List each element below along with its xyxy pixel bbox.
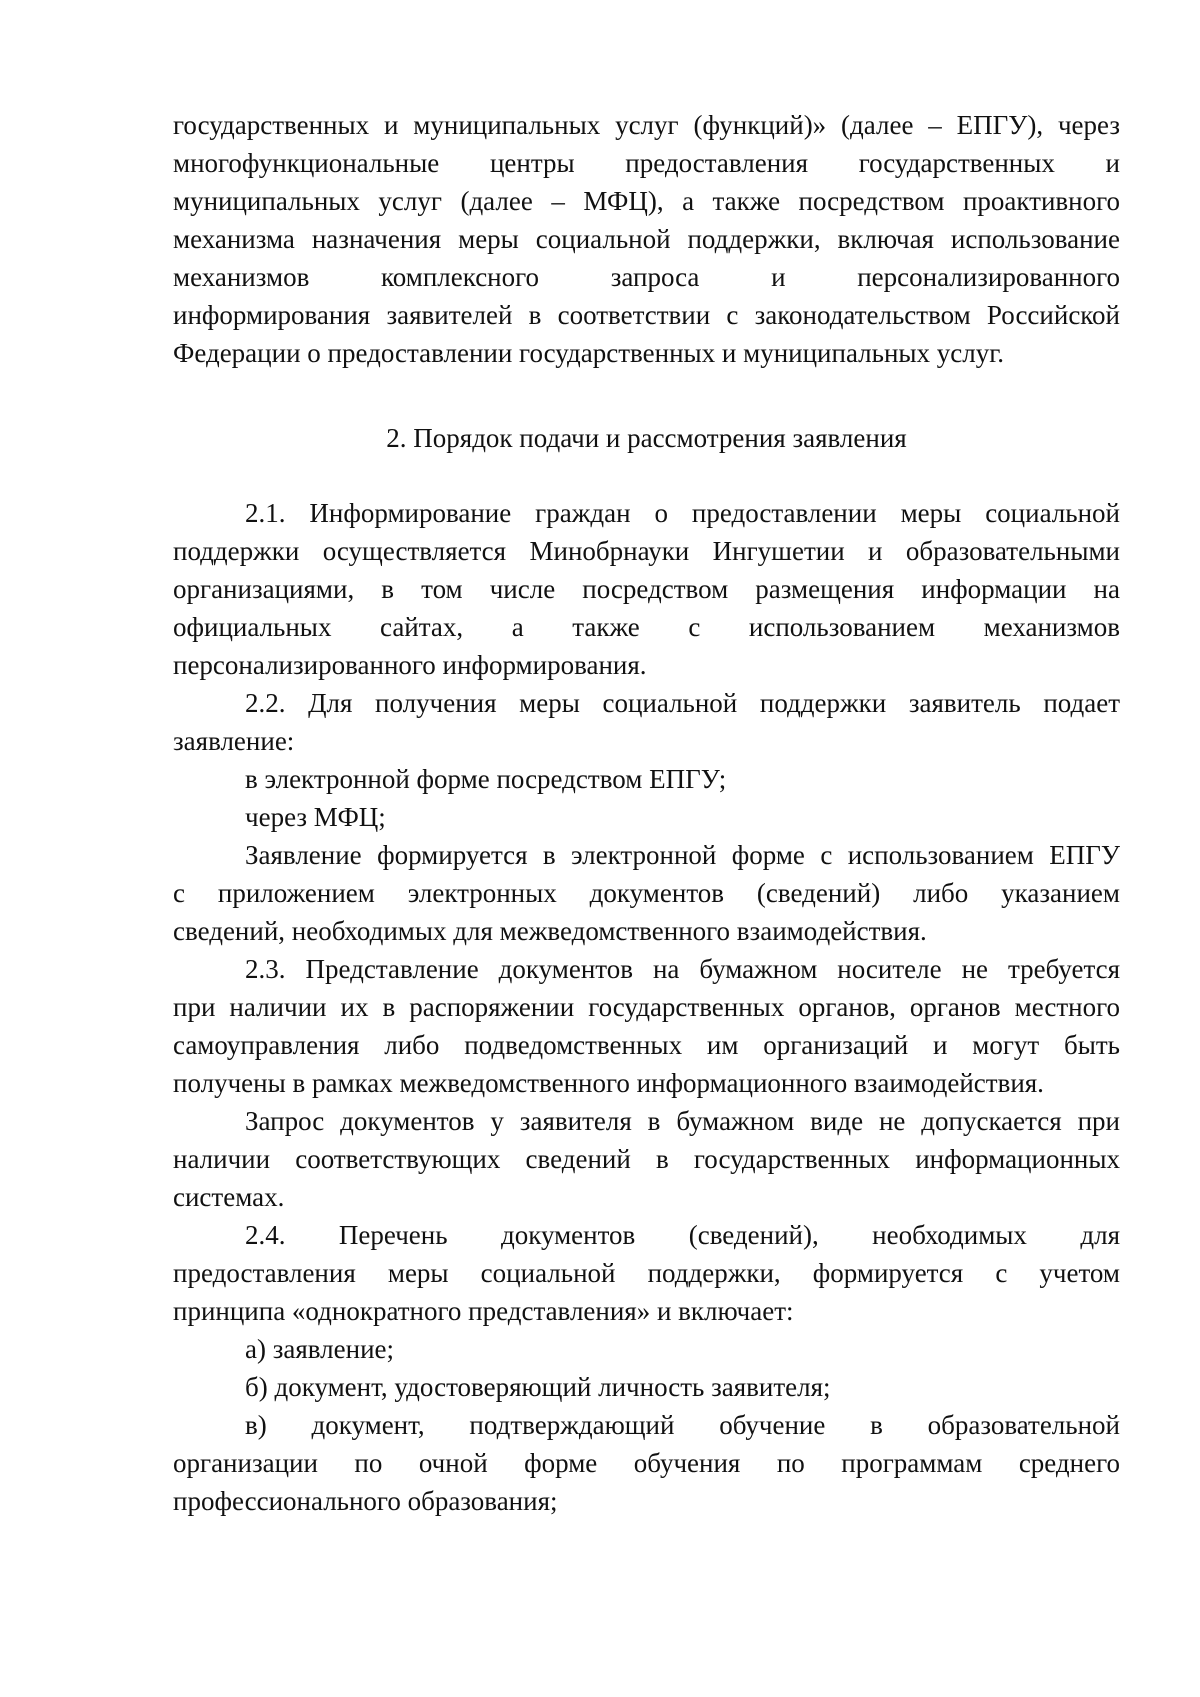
paragraph-2-2-note-line: с приложением электронных документов (сведений) либо указанием: [173, 878, 1120, 908]
paragraph-2-1-line: официальных сайтах, а также с использованием механизмов: [173, 612, 1120, 642]
paragraph-2-3-line: 2.3. Представление документов на бумажном носителе не требуется: [245, 954, 1120, 984]
paragraph-2-2-note-line: Заявление формируется в электронной форме с использованием ЕПГУ: [245, 840, 1120, 870]
paragraph-2-1-line: 2.1. Информирование граждан о предоставлении меры социальной: [245, 498, 1120, 528]
intro-line: муниципальных услуг (далее – МФЦ), а также посредством проактивного: [173, 186, 1120, 216]
intro-line: Федерации о предоставлении государственных и муниципальных услуг.: [173, 338, 1005, 368]
paragraph-2-4-line: 2.4. Перечень документов (сведений), необходимых для: [245, 1220, 1120, 1250]
list-item-v-line: в) документ, подтверждающий обучение в образовательной: [245, 1410, 1120, 1440]
paragraph-2-3-line: самоуправления либо подведомственных им организаций и могут быть: [173, 1030, 1120, 1060]
paragraph-2-3-note-line: Запрос документов у заявителя в бумажном виде не допускается при: [245, 1106, 1120, 1136]
paragraph-2-4-line: принципа «однократного представления» и включает:: [173, 1296, 794, 1326]
paragraph-2-4-line: предоставления меры социальной поддержки, формируется с учетом: [173, 1258, 1120, 1288]
paragraph-2-1-line: персонализированного информирования.: [173, 650, 647, 680]
list-item-a: а) заявление;: [245, 1334, 395, 1364]
section-heading: 2. Порядок подачи и рассмотрения заявления: [386, 423, 907, 453]
paragraph-2-2-line: заявление:: [173, 726, 295, 756]
list-item: в электронной форме посредством ЕПГУ;: [245, 764, 727, 794]
list-item-b: б) документ, удостоверяющий личность заявителя;: [245, 1372, 831, 1402]
paragraph-2-1-line: организациями, в том числе посредством размещения информации на: [173, 574, 1120, 604]
paragraph-2-2-line: 2.2. Для получения меры социальной поддержки заявитель подает: [245, 688, 1120, 718]
paragraph-2-3-note-line: системах.: [173, 1182, 285, 1212]
list-item: через МФЦ;: [245, 802, 386, 832]
intro-line: многофункциональные центры предоставления государственных и: [173, 148, 1120, 178]
paragraph-2-3-line: при наличии их в распоряжении государственных органов, органов местного: [173, 992, 1120, 1022]
intro-line: государственных и муниципальных услуг (функций)» (далее – ЕПГУ), через: [173, 110, 1120, 140]
paragraph-2-2-note-line: сведений, необходимых для межведомственного взаимодействия.: [173, 916, 927, 946]
intro-line: механизма назначения меры социальной поддержки, включая использование: [173, 224, 1120, 254]
paragraph-2-1-line: поддержки осуществляется Минобрнауки Ингушетии и образовательными: [173, 536, 1120, 566]
paragraph-2-3-line: получены в рамках межведомственного информационного взаимодействия.: [173, 1068, 1044, 1098]
intro-line: механизмов комплексного запроса и персонализированного: [173, 262, 1120, 292]
list-item-v-line: профессионального образования;: [173, 1486, 558, 1516]
list-item-v-line: организации по очной форме обучения по программам среднего: [173, 1448, 1120, 1478]
paragraph-2-3-note-line: наличии соответствующих сведений в государственных информационных: [173, 1144, 1120, 1174]
intro-line: информирования заявителей в соответствии с законодательством Российской: [173, 300, 1120, 330]
